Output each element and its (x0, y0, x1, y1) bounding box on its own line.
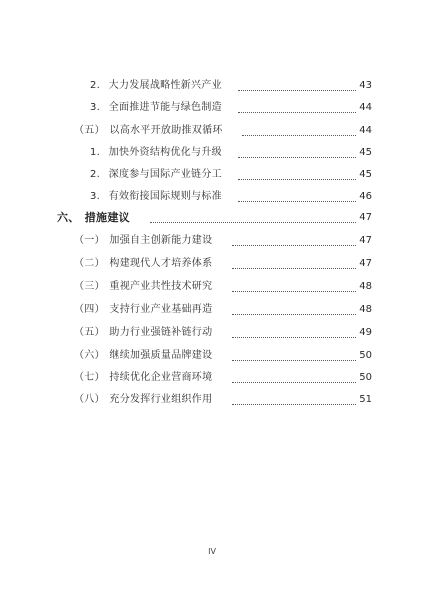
toc-entry-title: 助力行业强链补链行动 (109, 327, 213, 338)
toc-entry-page: 50 (359, 350, 372, 361)
toc-entry-label (74, 234, 212, 248)
toc-entry-page: 46 (359, 191, 372, 202)
toc-entry-page: 44 (359, 102, 372, 113)
toc-entry-number: （五） (74, 125, 105, 136)
toc-entry[interactable] (0, 79, 424, 95)
toc-entry-title: 支持行业产业基础再造 (109, 304, 213, 315)
toc-entry-page: 48 (359, 304, 372, 315)
toc-entry-number: 六、 (57, 211, 80, 224)
dot-leader (232, 245, 356, 246)
dot-leader (232, 404, 356, 405)
toc-entry-label (74, 349, 212, 363)
toc-entry-page: 49 (359, 327, 372, 338)
toc-entry-page: 45 (359, 169, 372, 180)
toc-entry-title: 有效衔接国际规则与标准 (108, 191, 222, 202)
page-number: IV (208, 547, 216, 556)
toc-entry-label (74, 257, 212, 271)
toc-entry[interactable] (0, 211, 424, 227)
toc-entry-label (74, 280, 212, 294)
toc-entry[interactable] (0, 190, 424, 206)
toc-entry-title: 加强自主创新能力建设 (109, 235, 213, 246)
dot-leader (238, 112, 356, 113)
toc-entry-number: （六） (74, 350, 105, 361)
toc-entry[interactable] (0, 326, 424, 342)
toc-entry-number: （八） (74, 394, 105, 405)
toc-entry-label (90, 146, 222, 160)
dot-leader (232, 314, 356, 315)
dot-leader (238, 179, 356, 180)
dot-leader (232, 360, 356, 361)
toc-entry-page: 48 (359, 281, 372, 292)
toc-entry[interactable] (0, 146, 424, 162)
dot-leader (238, 201, 356, 202)
toc-entry-label (74, 303, 212, 317)
toc-entry-label (90, 190, 222, 204)
toc-entry-number: （五） (74, 327, 105, 338)
toc-entry-number: 3. (90, 191, 101, 202)
toc-entry-page: 47 (359, 258, 372, 269)
dot-leader (232, 337, 356, 338)
dot-leader (232, 291, 356, 292)
toc-entry-page: 47 (359, 212, 372, 223)
toc-entry-label (57, 211, 130, 225)
toc-entry-page: 44 (359, 125, 372, 136)
toc-entry-number: 3. (90, 102, 101, 113)
toc-entry[interactable] (0, 257, 424, 273)
dot-leader (238, 90, 356, 91)
toc-entry-number: （一） (74, 235, 105, 246)
dot-leader (232, 382, 356, 383)
toc-entry[interactable] (0, 124, 424, 140)
toc-entry[interactable] (0, 371, 424, 387)
toc-entry-label (74, 393, 212, 407)
toc-entry-number: （七） (74, 372, 105, 383)
toc-entry-label (90, 101, 222, 115)
toc-entry-label (90, 79, 222, 93)
toc-entry[interactable] (0, 280, 424, 296)
toc-entry-number: 2. (90, 80, 101, 91)
toc-entry-title: 充分发挥行业组织作用 (109, 394, 213, 405)
toc-entry-page: 45 (359, 147, 372, 158)
toc-entry-number: 2. (90, 169, 101, 180)
toc-entry-title: 深度参与国际产业链分工 (108, 169, 222, 180)
toc-entry-title: 加快外资结构优化与升级 (108, 147, 222, 158)
toc-entry-page: 50 (359, 372, 372, 383)
toc-entry-label (74, 124, 223, 138)
toc-entry-page: 43 (359, 80, 372, 91)
toc-entry-number: （四） (74, 304, 105, 315)
toc-entry-page: 47 (359, 235, 372, 246)
toc-entry[interactable] (0, 101, 424, 117)
toc-entry-title: 重视产业共性技术研究 (109, 281, 213, 292)
toc-entry[interactable] (0, 393, 424, 409)
toc-entry-page: 51 (359, 394, 372, 405)
toc-entry[interactable] (0, 349, 424, 365)
toc-entry-number: （二） (74, 258, 105, 269)
toc-entry-label (90, 168, 222, 182)
toc-entry-title: 持续优化企业营商环境 (109, 372, 213, 383)
toc-entry-title: 大力发展战略性新兴产业 (108, 80, 222, 91)
toc-entry-title: 措施建议 (84, 211, 130, 224)
toc-entry-number: 1. (90, 147, 101, 158)
toc-entry[interactable] (0, 303, 424, 319)
toc-entry-label (74, 371, 212, 385)
toc-entry-title: 构建现代人才培养体系 (109, 258, 213, 269)
toc-entry-label (74, 326, 212, 340)
toc-entry-title: 继续加强质量品牌建设 (109, 350, 213, 361)
toc-entry-number: （三） (74, 281, 105, 292)
toc-entry-title: 全面推进节能与绿色制造 (108, 102, 222, 113)
dot-leader (238, 157, 356, 158)
toc-entry[interactable] (0, 234, 424, 250)
toc-entry[interactable] (0, 168, 424, 184)
dot-leader (242, 135, 356, 136)
dot-leader (150, 222, 356, 223)
dot-leader (232, 268, 356, 269)
toc-entry-title: 以高水平开放助推双循环 (109, 125, 223, 136)
